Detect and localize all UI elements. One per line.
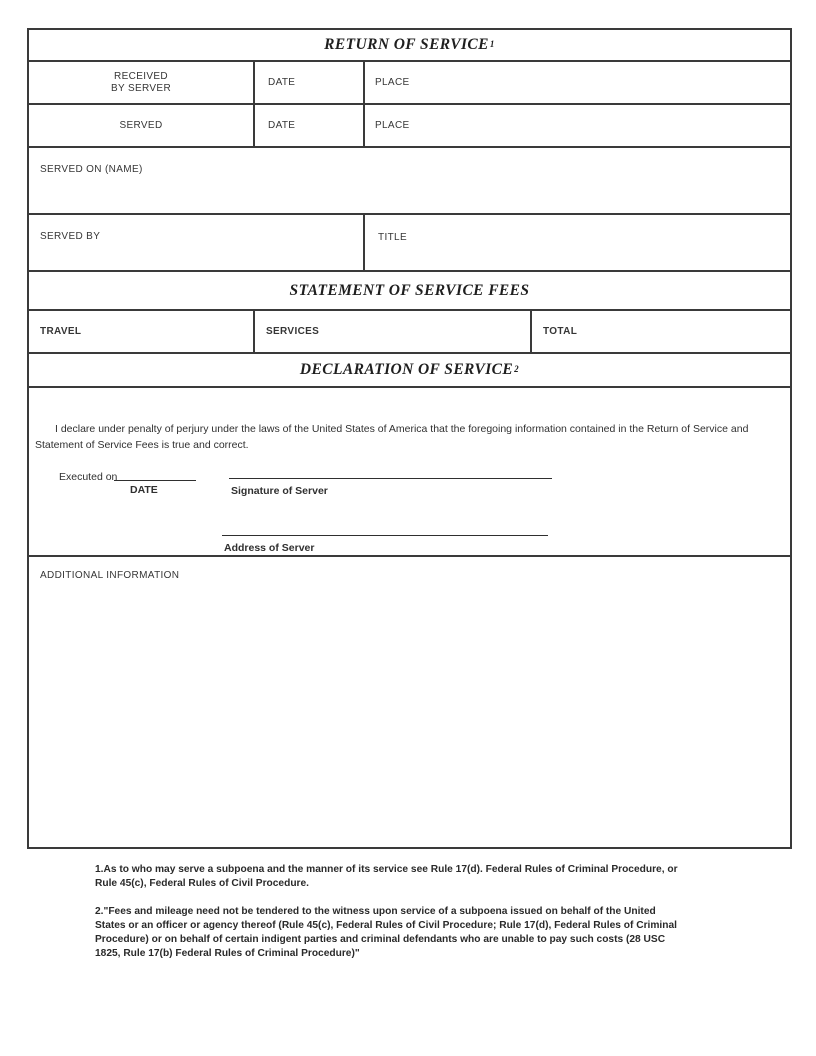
service-fees-row [29, 311, 790, 354]
additional-information-cell[interactable] [29, 557, 790, 847]
received-label-line2: BY SERVER [110, 82, 172, 94]
served-place-cell[interactable] [365, 105, 790, 146]
served-by-row [29, 215, 790, 272]
address-line[interactable] [222, 535, 548, 536]
received-date-label: DATE [268, 77, 296, 88]
services-label: SERVICES [266, 326, 320, 337]
received-place-cell[interactable] [365, 62, 790, 103]
declaration-title-text: DECLARATION OF SERVICE [299, 361, 514, 378]
services-fee-cell[interactable] [255, 311, 532, 352]
return-of-service-form [27, 28, 792, 849]
served-on-cell[interactable] [29, 148, 790, 213]
additional-information-label: ADDITIONAL INFORMATION [40, 570, 180, 581]
server-title-label: TITLE [378, 232, 407, 243]
footnote-2-line2: States or an officer or agency thereof (Rule 45(c), Federal Rules of Civil Procedure; Rule 17(d), Federal Rules of Criminal [95, 920, 677, 931]
footnote-1-line2: Rule 45(c), Federal Rules of Civil Procedure. [95, 878, 310, 889]
received-place-label: PLACE [375, 77, 410, 88]
executed-on-label: Executed on [59, 471, 118, 483]
executed-date-label: DATE [130, 484, 158, 496]
signature-of-server-label: Signature of Server [231, 485, 328, 497]
server-title-cell[interactable] [365, 215, 790, 270]
signature-line[interactable] [229, 478, 552, 479]
declaration-statement-line1: I declare under penalty of perjury under the laws of the United States of America that the foregoing information contained in the Return of Service and [55, 423, 749, 435]
served-on-row [29, 148, 790, 215]
served-row [29, 105, 790, 148]
served-place-label: PLACE [375, 120, 410, 131]
footnote-ref-2: 2 [514, 364, 520, 374]
footnote-2 [95, 905, 755, 961]
statement-of-fees-title: STATEMENT OF SERVICE FEES [289, 281, 530, 299]
declaration-statement [35, 421, 748, 453]
received-date-cell[interactable] [255, 62, 365, 103]
total-fee-cell[interactable] [532, 311, 790, 352]
statement-of-fees-header-row [29, 272, 790, 311]
travel-fee-cell[interactable] [29, 311, 255, 352]
declaration-statement-line2: Statement of Service Fees is true and correct. [35, 439, 249, 451]
served-date-label: DATE [268, 120, 296, 131]
additional-information-row [29, 557, 790, 847]
served-cell [29, 105, 255, 146]
travel-label: TRAVEL [40, 326, 82, 337]
return-of-service-title-text: RETURN OF SERVICE [324, 36, 489, 53]
served-by-label: SERVED BY [40, 231, 101, 242]
footnote-2-line4: 1825, Rule 17(b) Federal Rules of Criminal Procedure)" [95, 948, 360, 959]
received-by-server-row [29, 62, 790, 105]
footnote-1-line1: 1.As to who may serve a subpoena and the manner of its service see Rule 17(d). Federal Rules of Criminal Procedure, or [95, 864, 678, 875]
footnote-1 [95, 863, 755, 891]
return-of-service-header-row [29, 30, 790, 62]
served-date-cell[interactable] [255, 105, 365, 146]
footnote-2-line3: Procedure) or on behalf of certain indigent parties and criminal defendants who are unable to pay such costs (28 USC [95, 934, 666, 945]
declaration-title [29, 354, 790, 386]
served-label: SERVED [119, 119, 163, 131]
total-label: TOTAL [543, 326, 578, 337]
footnote-2-line1: 2."Fees and mileage need not be tendered to the witness upon service of a subpoena issued on behalf of the United [95, 906, 656, 917]
declaration-body [29, 388, 790, 557]
executed-date-line[interactable] [114, 480, 196, 481]
footnote-ref-1: 1 [489, 39, 495, 49]
received-by-server-cell [29, 62, 255, 103]
served-on-label: SERVED ON (NAME) [40, 164, 143, 175]
address-of-server-label: Address of Server [224, 542, 315, 554]
received-label-line1: RECEIVED [114, 71, 168, 82]
declaration-header-row [29, 354, 790, 388]
served-by-cell[interactable] [29, 215, 365, 270]
return-of-service-title [29, 30, 790, 60]
